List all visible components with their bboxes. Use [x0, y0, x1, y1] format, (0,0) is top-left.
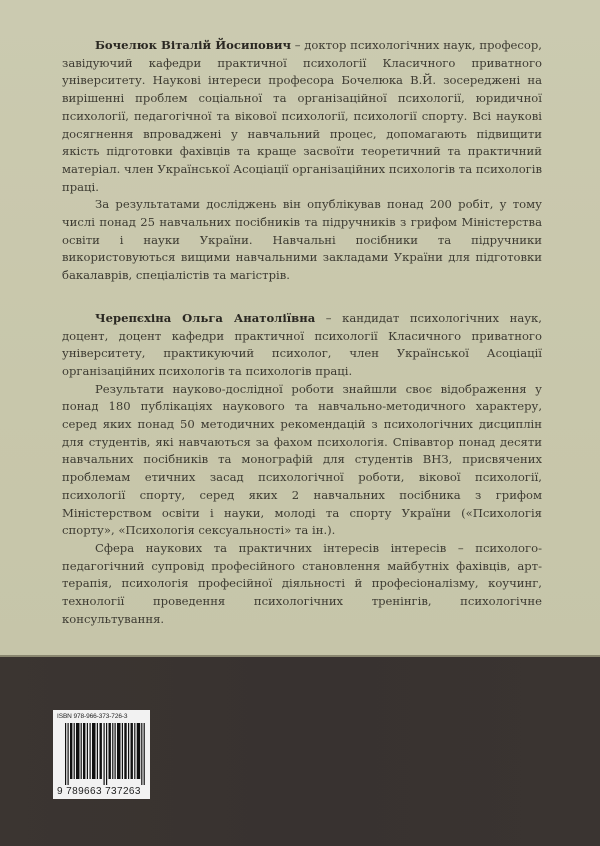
bio-intro: – доктор психологічних наук, професор, завідуючий кафедри практичної психології Класичного приватного університету. Наукові інтереси професора Бочелюка В.Й. зосереджені на вирішенні проблем соціальної та організаційної психології, юридичної психології, педагогічної та вікової психології, психології спорту. Всі наукові досягнення впроваджені у навчальний процес, допомагають підвищити якість підготовки фахівців та краще засвоїти теоретичний та практичний матеріал. член Української Асоціації організаційних психологів та психологів праці.	[62, 38, 542, 194]
author-bio-cherepiekhina	[62, 310, 542, 629]
bio-paragraph: Сфера наукових та практичних інтересів інтересів – психолого-педагогічний супровід професійного становлення майбутніх фахівців, арт-терапія, психологія професійної діяльності й професіоналізму, коучинг, технології проведення психологічних тренінгів, психологічне консультування.	[62, 540, 542, 626]
bio-paragraph	[62, 37, 542, 196]
author-bios	[62, 37, 542, 629]
bio-paragraph: За результатами досліджень він опублікував понад 200 робіт, у тому числі понад 25 навчальних посібників та підручників з грифом Міністерства освіти і науки України. Навчальні посібники та підручники використовуються вищими навчальними закладами України для підготовки бакалаврів, спеціалістів та магістрів.	[62, 197, 542, 283]
bio-paragraph	[62, 310, 542, 381]
isbn-barcode	[53, 710, 150, 799]
author-bio-bocheliuk	[62, 37, 542, 285]
author-name: Черепєхіна Ольга Анатоліївна	[95, 310, 316, 325]
isbn-label: ISBN 978-966-373-726-3	[57, 713, 128, 720]
barcode-bars-icon	[65, 723, 145, 785]
author-name: Бочелюк Віталій Йосипович	[95, 38, 291, 52]
ean-number: 9 789663 737263	[57, 786, 141, 797]
bio-intro: – кандидат психологічних наук, доцент, доцент кафедри практичної психології Класичного приватного університету, практикуючий психолог, член Української Асоціації організаційних психологів та психологів праці.	[62, 310, 542, 378]
bio-paragraph: Результати науково-дослідної роботи знайшли своє відображення у понад 180 публікаціях наукового та навчально-методичного характеру, серед яких понад 50 методичних рекомендацій з психологічних дисциплін для студентів, які навчаються за фахом психологія. Співавтор понад десяти навчальних посібників та монографій для студентів ВНЗ, присвячених проблемам етичних засад психологічної роботи, вікової психології, психології спорту, серед яких 2 навчальних посібника з грифом Міністерством освіти і науки, молоді та спорту України («Психологія спорту», «Психологія сексуальності» та ін.).	[62, 381, 542, 538]
